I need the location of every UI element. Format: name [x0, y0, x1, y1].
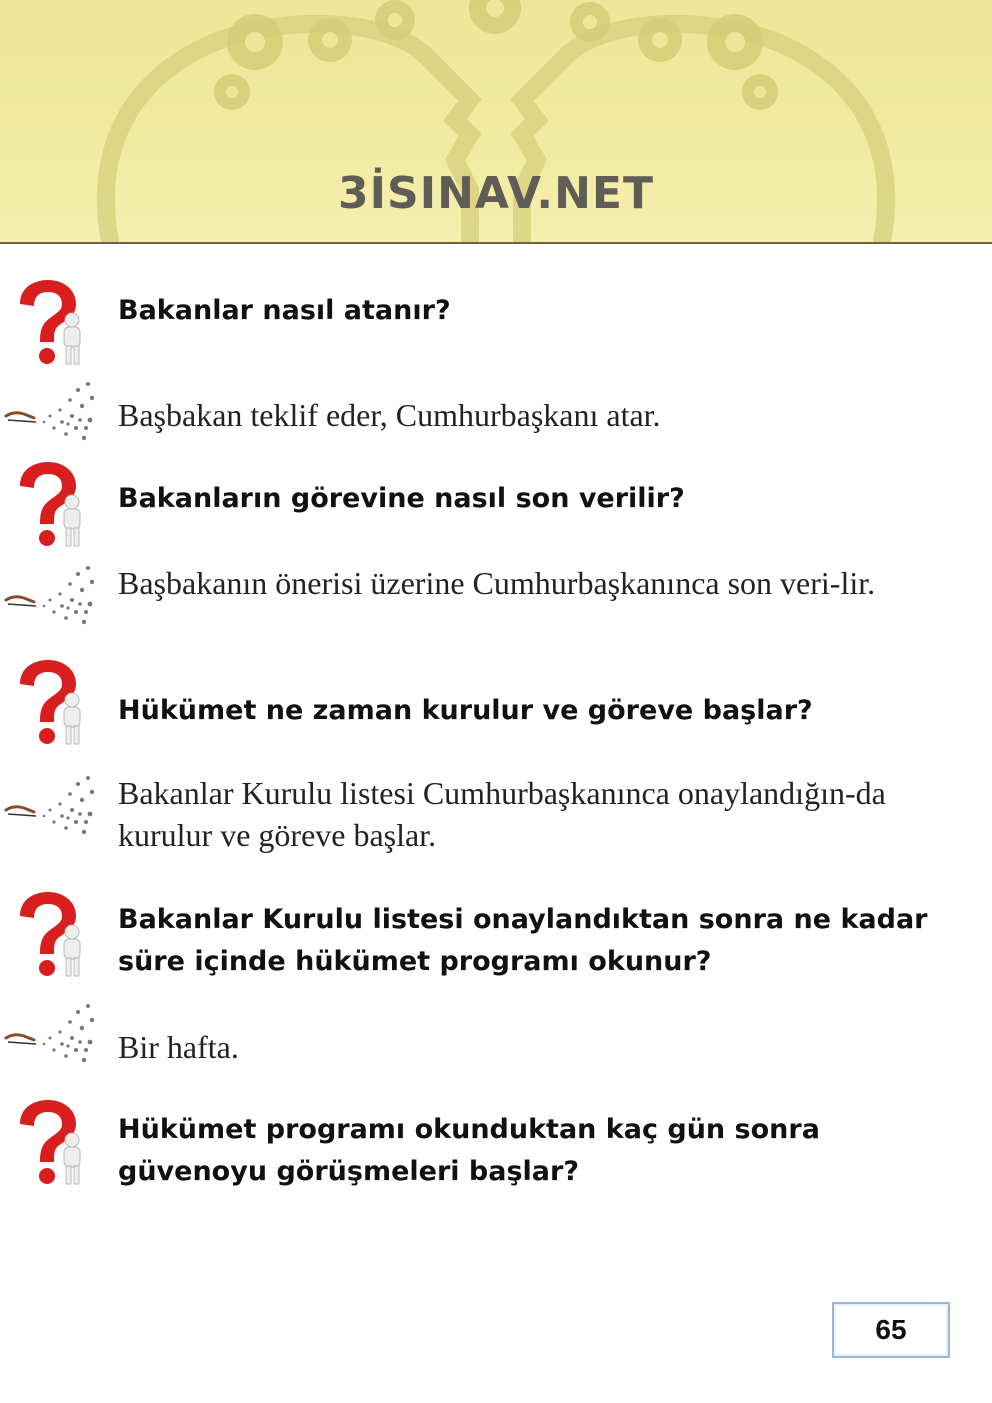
- question-text: Bakanların görevine nasıl son verilir?: [118, 483, 685, 514]
- answer-text: Başbakanın önerisi üzerine Cumhurbaşkanınca son veri-lir.: [118, 565, 876, 601]
- question-text: Hükümet programı okunduktan kaç gün sonra güvenoyu görüşmeleri başlar?: [118, 1114, 820, 1187]
- answer-text: Bakanlar Kurulu listesi Cumhurbaşkanınca onaylandığın-da kurulur ve göreve başlar.: [118, 775, 886, 853]
- question-text: Bakanlar Kurulu listesi onaylandıktan sonra ne kadar süre içinde hükümet programı okunur?: [118, 904, 928, 977]
- site-logo: 3İSINAV.NET: [338, 168, 654, 219]
- question-mark-icon: [14, 280, 86, 366]
- pen-writing-icon: [4, 998, 96, 1068]
- header-banner: [0, 0, 992, 244]
- pen-writing-icon: [4, 770, 96, 840]
- question-mark-icon: [14, 462, 86, 548]
- pen-writing-icon: [4, 560, 96, 630]
- question-text: Bakanlar nasıl atanır?: [118, 295, 451, 326]
- pen-writing-icon: [4, 376, 96, 446]
- answer-text: Bir hafta.: [118, 1029, 239, 1065]
- question-mark-icon: [14, 892, 86, 978]
- question-mark-icon: [14, 1100, 86, 1186]
- answer-text: Başbakan teklif eder, Cumhurbaşkanı atar.: [118, 397, 661, 433]
- question-mark-icon: [14, 660, 86, 746]
- question-text: Hükümet ne zaman kurulur ve göreve başlar?: [118, 695, 813, 726]
- page-number: 65: [832, 1302, 950, 1358]
